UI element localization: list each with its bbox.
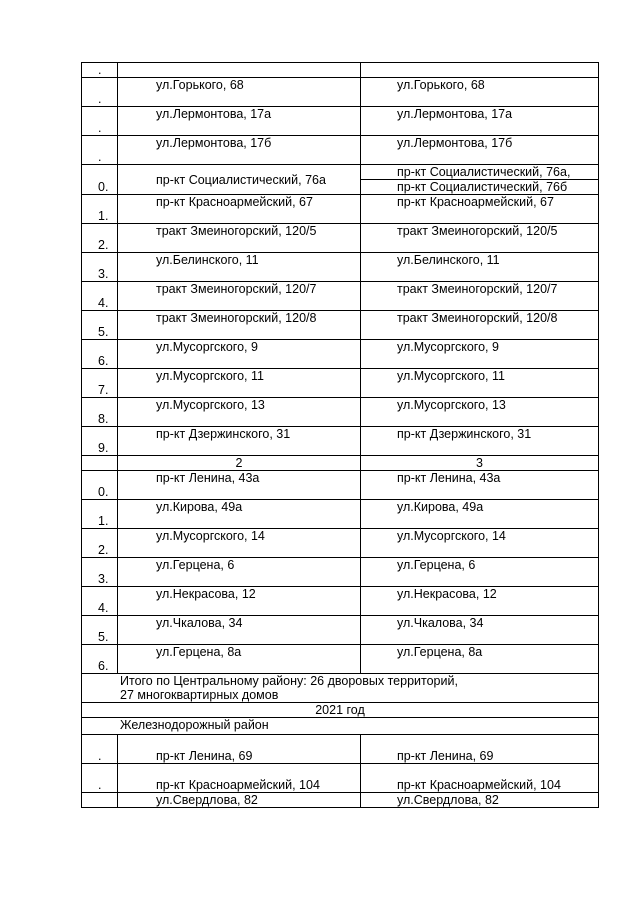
table-row [82,471,599,500]
address-cell: тракт Змеиногорский, 120/7 [361,282,599,311]
table-row [82,195,599,224]
row-number: 4. [82,282,118,311]
column-number [82,456,118,471]
district-total-row [82,674,599,703]
table-row [82,224,599,253]
address-cell: ул.Мусоргского, 14 [361,529,599,558]
row-number: . [82,63,118,78]
table-row [82,793,599,808]
address-table [81,62,599,808]
address-cell: ул.Свердлова, 82 [361,793,599,808]
address-cell: тракт Змеиногорский, 120/5 [118,224,361,253]
address-cell: ул.Свердлова, 82 [118,793,361,808]
district-heading: Железнодорожный район [82,718,599,735]
address-cell: ул.Лермонтова, 17б [118,136,361,165]
address-cell: пр-кт Ленина, 43а [361,471,599,500]
table-row [82,645,599,674]
row-number: 3. [82,558,118,587]
table-row [82,529,599,558]
address-cell: пр-кт Ленина, 43а [118,471,361,500]
address-cell: пр-кт Красноармейский, 104 [118,764,361,793]
address-cell: пр-кт Дзержинского, 31 [361,427,599,456]
table-row [82,427,599,456]
table-row [82,764,599,793]
address-cell: ул.Герцена, 8а [361,645,599,674]
row-number: 5. [82,616,118,645]
row-number: 6. [82,340,118,369]
table-row [82,398,599,427]
address-cell: ул.Герцена, 8а [118,645,361,674]
column-number-row [82,456,599,471]
address-cell: пр-кт Красноармейский, 67 [361,195,599,224]
column-number: 3 [361,456,599,471]
table-row [82,340,599,369]
address-cell [361,63,599,78]
table-row [82,78,599,107]
total-line: 27 многоквартирных домов [120,688,279,702]
table-row [82,253,599,282]
row-number: 4. [82,587,118,616]
row-number: 7. [82,369,118,398]
address-cell [118,63,361,78]
address-cell: тракт Змеиногорский, 120/7 [118,282,361,311]
address-cell: ул.Некрасова, 12 [118,587,361,616]
address-cell: ул.Некрасова, 12 [361,587,599,616]
row-number: 2. [82,529,118,558]
district-row [82,718,599,735]
address-cell: ул.Мусоргского, 14 [118,529,361,558]
row-number [82,793,118,808]
address-cell: пр-кт Ленина, 69 [118,735,361,764]
column-number: 2 [118,456,361,471]
table-row [82,558,599,587]
address-cell: тракт Змеиногорский, 120/8 [361,311,599,340]
address-cell: ул.Кирова, 49а [361,500,599,529]
row-number: 5. [82,311,118,340]
address-cell: ул.Герцена, 6 [361,558,599,587]
row-number: . [82,78,118,107]
address-cell: ул.Мусоргского, 11 [118,369,361,398]
row-number: . [82,764,118,793]
table-row [82,311,599,340]
address-cell: ул.Лермонтова, 17а [118,107,361,136]
address-cell: ул.Кирова, 49а [118,500,361,529]
row-number: . [82,136,118,165]
address-cell: ул.Герцена, 6 [118,558,361,587]
row-number: 0. [82,165,118,195]
row-number: 1. [82,500,118,529]
year-row [82,703,599,718]
address-cell: ул.Мусоргского, 13 [118,398,361,427]
year-heading: 2021 год [82,703,599,718]
table-row [82,616,599,645]
table-row [82,587,599,616]
table-row [82,165,599,195]
table-row [82,369,599,398]
address-cell: ул.Мусоргского, 13 [361,398,599,427]
district-total [82,674,599,703]
row-number: 8. [82,398,118,427]
table-row [82,136,599,165]
address-line: пр-кт Социалистический, 76а, [397,165,571,179]
address-cell: пр-кт Ленина, 69 [361,735,599,764]
address-cell: ул.Мусоргского, 11 [361,369,599,398]
row-number: 9. [82,427,118,456]
table-row [82,107,599,136]
row-number: 3. [82,253,118,282]
address-cell: ул.Мусоргского, 9 [361,340,599,369]
address-cell: тракт Змеиногорский, 120/5 [361,224,599,253]
row-number: 1. [82,195,118,224]
row-number: 6. [82,645,118,674]
address-cell: ул.Лермонтова, 17а [361,107,599,136]
address-cell: пр-кт Красноармейский, 104 [361,764,599,793]
address-cell: ул.Горького, 68 [361,78,599,107]
row-number: . [82,107,118,136]
address-cell-split [361,165,599,195]
address-cell: ул.Мусоргского, 9 [118,340,361,369]
address-cell: ул.Белинского, 11 [361,253,599,282]
address-cell: ул.Горького, 68 [118,78,361,107]
table-row [82,63,599,78]
address-cell: ул.Чкалова, 34 [118,616,361,645]
row-number: 0. [82,471,118,500]
table-row [82,735,599,764]
table-row [82,282,599,311]
address-cell: ул.Белинского, 11 [118,253,361,282]
address-cell: ул.Лермонтова, 17б [361,136,599,165]
table-row [82,500,599,529]
total-line: Итого по Центральному району: 26 дворовых территорий, [120,674,458,688]
address-cell: тракт Змеиногорский, 120/8 [118,311,361,340]
address-cell: пр-кт Красноармейский, 67 [118,195,361,224]
address-cell: ул.Чкалова, 34 [361,616,599,645]
row-number: . [82,735,118,764]
address-line: пр-кт Социалистический, 76б [361,179,598,194]
address-cell: пр-кт Социалистический, 76а [118,165,361,195]
row-number: 2. [82,224,118,253]
address-cell: пр-кт Дзержинского, 31 [118,427,361,456]
